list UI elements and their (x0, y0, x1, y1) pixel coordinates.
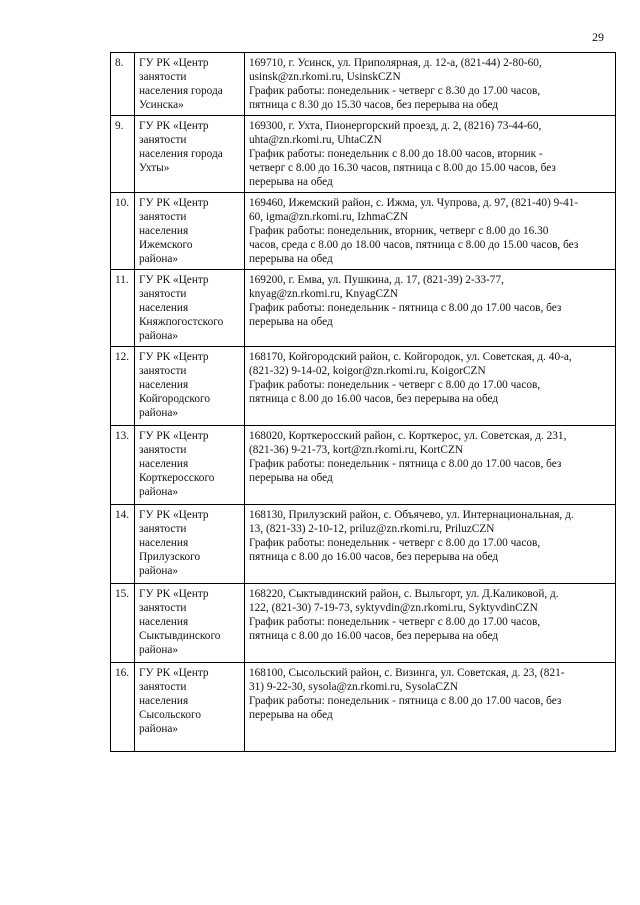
organization-name: ГУ РК «Центр занятости населения Корткеросского района» (139, 430, 215, 498)
schedule-line: часов, среда с 8.00 до 18.00 часов, пятница с 8.00 до 15.00 часов, без (249, 239, 579, 251)
organization-name-cell (135, 426, 245, 505)
address-line: 168130, Прилузский район, с. Объячево, ул. Интернациональная, д. (249, 509, 574, 521)
table-row (111, 193, 616, 270)
organization-name: ГУ РК «Центр занятости населения города Усинска» (139, 57, 223, 111)
organization-name: ГУ РК «Центр занятости населения города Ухты» (139, 120, 223, 174)
organization-name: ГУ РК «Центр занятости населения Койгородского района» (139, 351, 210, 419)
schedule-line: График работы: понедельник - четверг с 8.00 до 17.00 часов, (249, 537, 541, 549)
table-row (111, 426, 616, 505)
schedule-line: пятница с 8.00 до 16.00 часов, без перерыва на обед (249, 551, 499, 563)
table-row (111, 53, 616, 116)
table-row (111, 270, 616, 347)
schedule-line: График работы: понедельник - пятница с 8.00 до 17.00 часов, без (249, 458, 562, 470)
contact-info-cell (245, 270, 616, 347)
organization-name: ГУ РК «Центр занятости населения Ижемского района» (139, 197, 209, 265)
contact-info-cell (245, 193, 616, 270)
organization-name-cell (135, 270, 245, 347)
schedule-line: перерыва на обед (249, 253, 333, 265)
employment-centers-table (110, 52, 616, 752)
address-line: 169300, г. Ухта, Пионергорский проезд, д. 2, (8216) 73-44-60, (249, 120, 542, 132)
contacts-line: 13, (821-33) 2-10-12, priluz@zn.rkomi.ru, PriluzCZN (249, 523, 495, 535)
contacts-line: (821-36) 9-21-73, kort@zn.rkomi.ru, KortCZN (249, 444, 464, 456)
table-row (111, 116, 616, 193)
contacts-line: 60, igma@zn.rkomi.ru, IzhmaCZN (249, 211, 409, 223)
organization-name-cell (135, 116, 245, 193)
schedule-line: перерыва на обед (249, 472, 333, 484)
address-line: 169460, Ижемский район, с. Ижма, ул. Чупрова, д. 97, (821-40) 9-41- (249, 197, 579, 209)
schedule-line: График работы: понедельник - пятница с 8.00 до 17.00 часов, без (249, 302, 562, 314)
address-line: 169710, г. Усинск, ул. Приполярная, д. 12-а, (821-44) 2-80-60, (249, 57, 542, 69)
schedule-line: четверг с 8.00 до 16.30 часов, пятница с 8.00 до 15.00 часов, без (249, 162, 556, 174)
schedule-line: пятница с 8.30 до 15.30 часов, без перерыва на обед (249, 99, 499, 111)
schedule-line: График работы: понедельник с 8.00 до 18.00 часов, вторник - (249, 148, 543, 160)
address-line: 168020, Корткеросский район, с. Корткерос, ул. Советская, д. 231, (249, 430, 567, 442)
table-row (111, 505, 616, 584)
schedule-line: График работы: понедельник - четверг с 8.30 до 17.00 часов, (249, 85, 541, 97)
schedule-line: График работы: понедельник - четверг с 8.00 до 17.00 часов, (249, 616, 541, 628)
schedule-line: перерыва на обед (249, 316, 333, 328)
row-number: 14. (111, 505, 135, 584)
contacts-line: usinsk@zn.rkomi.ru, UsinskCZN (249, 71, 401, 83)
contacts-line: 31) 9-22-30, sysola@zn.rkomi.ru, SysolaCZN (249, 681, 459, 693)
organization-name-cell (135, 505, 245, 584)
row-number: 12. (111, 347, 135, 426)
schedule-line: перерыва на обед (249, 709, 333, 721)
organization-name: ГУ РК «Центр занятости населения Сысольского района» (139, 667, 209, 735)
row-number: 15. (111, 584, 135, 663)
row-number: 9. (111, 116, 135, 193)
organization-name: ГУ РК «Центр занятости населения Сыктывдинского района» (139, 588, 221, 656)
organization-name: ГУ РК «Центр занятости населения Княжпогостского района» (139, 274, 224, 342)
contact-info-cell (245, 505, 616, 584)
address-line: 168170, Койгородский район, с. Койгородок, ул. Советская, д. 40-а, (249, 351, 572, 363)
organization-name-cell (135, 53, 245, 116)
schedule-line: пятница с 8.00 до 16.00 часов, без перерыва на обед (249, 630, 499, 642)
schedule-line: График работы: понедельник - пятница с 8.00 до 17.00 часов, без (249, 695, 562, 707)
schedule-line: пятница с 8.00 до 16.00 часов, без перерыва на обед (249, 393, 499, 405)
contact-info-cell (245, 584, 616, 663)
address-line: 169200, г. Емва, ул. Пушкина, д. 17, (821-39) 2-33-77, (249, 274, 504, 286)
page-number: 29 (592, 30, 604, 44)
contacts-line: knyag@zn.rkomi.ru, KnyagCZN (249, 288, 399, 300)
organization-name-cell (135, 584, 245, 663)
organization-name-cell (135, 347, 245, 426)
contact-info-cell (245, 426, 616, 505)
row-number: 8. (111, 53, 135, 116)
table-row (111, 663, 616, 752)
organization-name: ГУ РК «Центр занятости населения Прилузского района» (139, 509, 209, 577)
table-row (111, 347, 616, 426)
row-number: 13. (111, 426, 135, 505)
contacts-line: (821-32) 9-14-02, koigor@zn.rkomi.ru, KoigorCZN (249, 365, 486, 377)
row-number: 16. (111, 663, 135, 752)
schedule-line: График работы: понедельник - четверг с 8.00 до 17.00 часов, (249, 379, 541, 391)
contact-info-cell (245, 116, 616, 193)
contact-info-cell (245, 53, 616, 116)
organization-name-cell (135, 663, 245, 752)
schedule-line: перерыва на обед (249, 176, 333, 188)
contact-info-cell (245, 663, 616, 752)
organization-name-cell (135, 193, 245, 270)
table-row (111, 584, 616, 663)
address-line: 168100, Сысольский район, с. Визинга, ул. Советская, д. 23, (821- (249, 667, 565, 679)
row-number: 10. (111, 193, 135, 270)
contacts-line: 122, (821-30) 7-19-73, syktyvdin@zn.rkomi.ru, SyktyvdinCZN (249, 602, 538, 614)
schedule-line: График работы: понедельник, вторник, четверг с 8.00 до 16.30 (249, 225, 549, 237)
contacts-line: uhta@zn.rkomi.ru, UhtaCZN (249, 134, 382, 146)
row-number: 11. (111, 270, 135, 347)
table-body (111, 53, 616, 752)
contact-info-cell (245, 347, 616, 426)
address-line: 168220, Сыктывдинский район, с. Выльгорт, ул. Д.Каликовой, д. (249, 588, 559, 600)
